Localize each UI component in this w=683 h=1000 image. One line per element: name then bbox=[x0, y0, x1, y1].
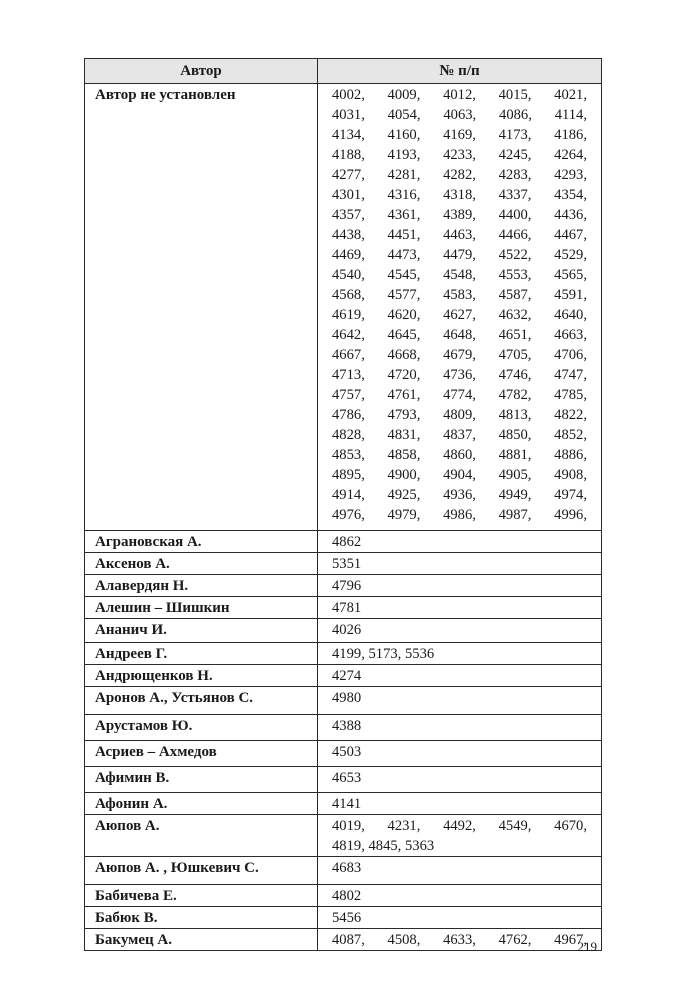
author-cell: Асриев – Ахмедов bbox=[85, 741, 318, 767]
table-row bbox=[85, 793, 602, 815]
author-cell: Аюпов А. bbox=[85, 815, 318, 857]
number-line: 4503 bbox=[332, 744, 362, 760]
number-line: 4895, 4900, 4904, 4905, 4908, bbox=[332, 467, 587, 483]
author-cell: Афимин В. bbox=[85, 767, 318, 793]
author-cell: Аюпов А. , Юшкевич С. bbox=[85, 857, 318, 885]
author-index-table bbox=[84, 58, 602, 951]
numbers-cell bbox=[318, 857, 602, 885]
numbers-cell bbox=[318, 741, 602, 767]
number-line: 4862 bbox=[332, 534, 362, 550]
table-row bbox=[85, 815, 602, 857]
numbers-cell bbox=[318, 715, 602, 741]
table-row bbox=[85, 619, 602, 643]
number-line: 4188, 4193, 4233, 4245, 4264, bbox=[332, 147, 587, 163]
number-line: 4274 bbox=[332, 668, 362, 684]
author-cell: Андреев Г. bbox=[85, 643, 318, 665]
author-cell: Бабюк В. bbox=[85, 907, 318, 929]
number-line: 4802 bbox=[332, 888, 362, 904]
number-line: 4980 bbox=[332, 690, 362, 706]
numbers-cell bbox=[318, 643, 602, 665]
table-row bbox=[85, 643, 602, 665]
number-line: 5351 bbox=[332, 556, 362, 572]
number-line: 5456 bbox=[332, 910, 362, 926]
number-line: 4388 bbox=[332, 718, 362, 734]
table-header-row bbox=[85, 59, 602, 84]
number-line: 4087, 4508, 4633, 4762, 4967, bbox=[332, 932, 587, 948]
table-row bbox=[85, 575, 602, 597]
numbers-cell bbox=[318, 575, 602, 597]
table-row bbox=[85, 553, 602, 575]
author-cell: Арустамов Ю. bbox=[85, 715, 318, 741]
numbers-cell bbox=[318, 531, 602, 553]
number-line: 4134, 4160, 4169, 4173, 4186, bbox=[332, 127, 587, 143]
author-cell: Алавердян Н. bbox=[85, 575, 318, 597]
author-cell: Афонин А. bbox=[85, 793, 318, 815]
number-line: 4568, 4577, 4583, 4587, 4591, bbox=[332, 287, 587, 303]
numbers-cell bbox=[318, 815, 602, 857]
number-line: 4667, 4668, 4679, 4705, 4706, bbox=[332, 347, 587, 363]
number-column-header: № п/п bbox=[318, 59, 602, 84]
numbers-cell bbox=[318, 767, 602, 793]
page-number: 219 bbox=[577, 939, 597, 954]
number-line: 4713, 4720, 4736, 4746, 4747, bbox=[332, 367, 587, 383]
table-row bbox=[85, 741, 602, 767]
number-line: 4819, 4845, 5363 bbox=[332, 838, 435, 854]
number-line: 4683 bbox=[332, 860, 362, 876]
numbers-cell bbox=[318, 929, 602, 951]
number-line: 4642, 4645, 4648, 4651, 4663, bbox=[332, 327, 587, 343]
numbers-cell bbox=[318, 793, 602, 815]
number-line: 4031, 4054, 4063, 4086, 4114, bbox=[332, 107, 587, 123]
number-line: 4914, 4925, 4936, 4949, 4974, bbox=[332, 487, 587, 503]
number-line: 4757, 4761, 4774, 4782, 4785, bbox=[332, 387, 587, 403]
number-line: 4438, 4451, 4463, 4466, 4467, bbox=[332, 227, 587, 243]
numbers-cell bbox=[318, 597, 602, 619]
number-line: 4469, 4473, 4479, 4522, 4529, bbox=[332, 247, 587, 263]
number-line: 4357, 4361, 4389, 4400, 4436, bbox=[332, 207, 587, 223]
table-body bbox=[85, 84, 602, 951]
author-cell: Бакумец А. bbox=[85, 929, 318, 951]
numbers-cell bbox=[318, 553, 602, 575]
table-row bbox=[85, 929, 602, 951]
number-line: 4796 bbox=[332, 578, 362, 594]
numbers-cell bbox=[318, 907, 602, 929]
table-row bbox=[85, 885, 602, 907]
number-line: 4019, 4231, 4492, 4549, 4670, bbox=[332, 818, 587, 834]
number-line: 4301, 4316, 4318, 4337, 4354, bbox=[332, 187, 587, 203]
table-row bbox=[85, 907, 602, 929]
number-line: 4277, 4281, 4282, 4283, 4293, bbox=[332, 167, 587, 183]
table-row bbox=[85, 857, 602, 885]
author-cell: Аронов А., Устьянов С. bbox=[85, 687, 318, 715]
number-line: 4781 bbox=[332, 600, 362, 616]
numbers-cell bbox=[318, 665, 602, 687]
author-cell: Аксенов А. bbox=[85, 553, 318, 575]
number-line: 4199, 5173, 5536 bbox=[332, 646, 435, 662]
author-cell: Ананич И. bbox=[85, 619, 318, 643]
table-row bbox=[85, 767, 602, 793]
number-line: 4540, 4545, 4548, 4553, 4565, bbox=[332, 267, 587, 283]
number-line: 4026 bbox=[332, 622, 362, 638]
table-row bbox=[85, 84, 602, 531]
author-cell: Алешин – Шишкин bbox=[85, 597, 318, 619]
number-line: 4853, 4858, 4860, 4881, 4886, bbox=[332, 447, 587, 463]
numbers-cell bbox=[318, 619, 602, 643]
author-cell: Андрющенков Н. bbox=[85, 665, 318, 687]
number-line: 4619, 4620, 4627, 4632, 4640, bbox=[332, 307, 587, 323]
author-column-header: Автор bbox=[85, 59, 318, 84]
author-cell: Аграновская А. bbox=[85, 531, 318, 553]
author-cell: Автор не установлен bbox=[85, 84, 318, 531]
numbers-cell bbox=[318, 687, 602, 715]
number-line: 4828, 4831, 4837, 4850, 4852, bbox=[332, 427, 587, 443]
number-line: 4002, 4009, 4012, 4015, 4021, bbox=[332, 87, 587, 103]
table-row bbox=[85, 531, 602, 553]
numbers-cell bbox=[318, 885, 602, 907]
table-row bbox=[85, 665, 602, 687]
author-cell: Бабичева Е. bbox=[85, 885, 318, 907]
number-line: 4786, 4793, 4809, 4813, 4822, bbox=[332, 407, 587, 423]
numbers-cell bbox=[318, 84, 602, 531]
table-row bbox=[85, 715, 602, 741]
number-line: 4976, 4979, 4986, 4987, 4996, bbox=[332, 507, 587, 523]
table-row bbox=[85, 687, 602, 715]
number-line: 4141 bbox=[332, 796, 362, 812]
table-row bbox=[85, 597, 602, 619]
number-line: 4653 bbox=[332, 770, 362, 786]
